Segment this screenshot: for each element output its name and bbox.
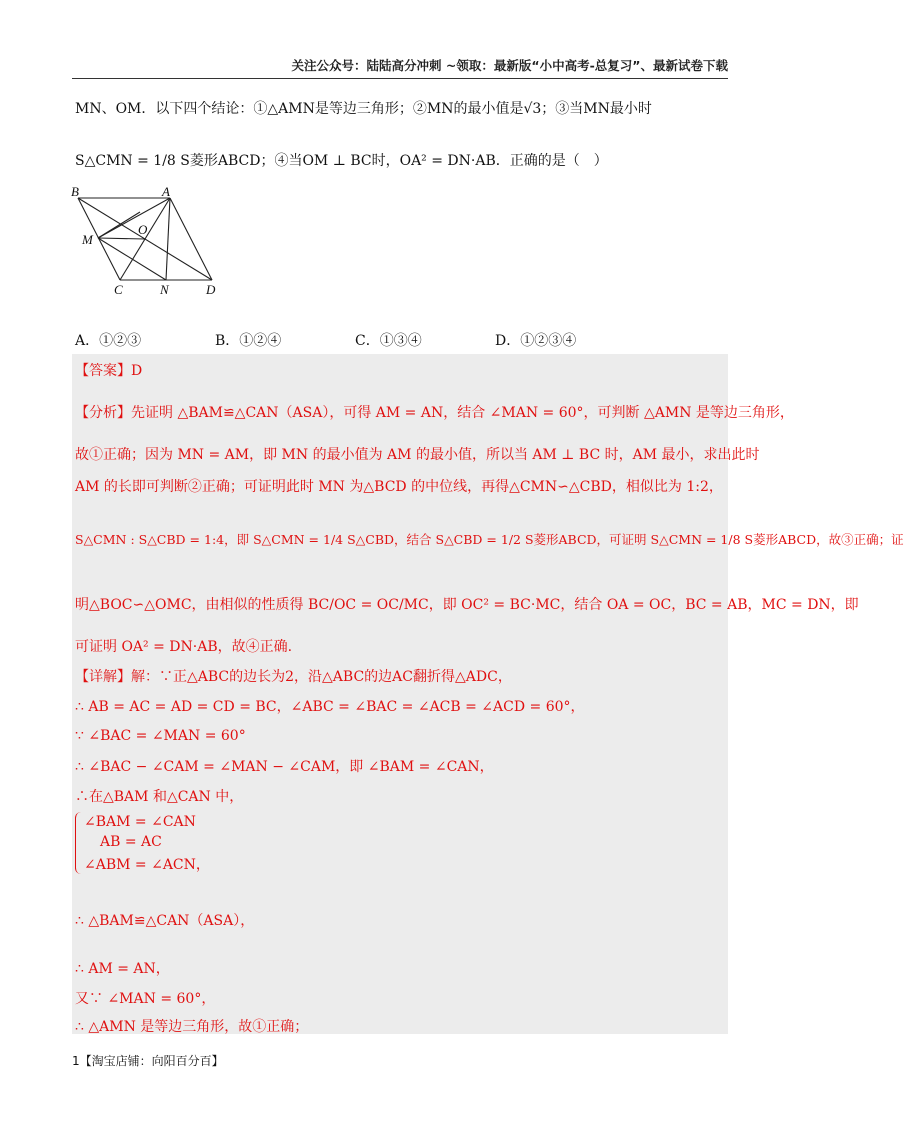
- detail-line-8: 又∵ ∠MAN = 60°，: [75, 991, 216, 1007]
- analysis-line-2: 故①正确；因为 MN = AM，即 MN 的最小值为 AM 的最小值，所以当 AM ⊥ BC 时，AM 最小，求出此时: [75, 447, 760, 463]
- detail-line-3: ∵ ∠BAC = ∠MAN = 60°: [75, 728, 246, 744]
- option-c: C．①③④: [355, 333, 422, 349]
- analysis-line-6: 可证明 OA² = DN·AB，故④正确.: [75, 639, 293, 655]
- label-C: C: [114, 282, 123, 297]
- label-N: N: [160, 282, 169, 297]
- analysis-line-1: 【分析】先证明 △BAM≌△CAN（ASA），可得 AM = AN，结合 ∠MAN = 60°，可判断 △AMN 是等边三角形，: [75, 405, 794, 421]
- analysis-line-4: S△CMN : S△CBD = 1:4，即 S△CMN = 1/4 S△CBD，结合 S△CBD = 1/2 S菱形ABCD，可证明 S△CMN = 1/8 S菱形ABCD，故③正确；证: [75, 532, 904, 547]
- label-M: M: [82, 232, 93, 247]
- rhombus-figure: [70, 184, 230, 298]
- answer-line: 【答案】D: [75, 363, 143, 379]
- label-O: O: [138, 222, 148, 237]
- page-footer: 1【淘宝店铺：向阳百分百】: [72, 1054, 224, 1068]
- analysis-line-3: AM 的长即可判断②正确；可证明此时 MN 为△BCD 的中位线，再得△CMN∽△CBD，相似比为 1:2，: [75, 479, 723, 495]
- detail-line-2: ∴ AB = AC = AD = CD = BC，∠ABC = ∠BAC = ∠ACB = ∠ACD = 60°，: [75, 699, 585, 715]
- option-a: A．①②③: [75, 333, 142, 349]
- detail-line-4: ∴ ∠BAC − ∠CAM = ∠MAN − ∠CAM，即 ∠BAM = ∠CAN，: [75, 759, 494, 775]
- detail-line-9: ∴ △AMN 是等边三角形，故①正确；: [75, 1019, 309, 1035]
- detail-line-7: ∴ AM = AN，: [75, 961, 170, 977]
- question-line-1: MN、OM．以下四个结论：①△AMN是等边三角形；②MN的最小值是√3；③当MN最小时: [75, 101, 652, 117]
- answer-options: [75, 330, 735, 350]
- system-line-1: ∠BAM = ∠CAN: [84, 814, 196, 830]
- system-line-2: AB = AC: [100, 834, 162, 850]
- analysis-line-5: 明△BOC∽△OMC，由相似的性质得 BC/OC = OC/MC，即 OC² = BC·MC，结合 OA = OC，BC = AB，MC = DN，即: [75, 597, 859, 613]
- label-D: D: [206, 282, 216, 297]
- label-B: B: [71, 184, 79, 199]
- option-b: B．①②④: [215, 333, 282, 349]
- question-line-2: S△CMN = 1/8 S菱形ABCD；④当OM ⊥ BC时，OA² = DN·AB．正确的是（ ）: [75, 153, 608, 169]
- page-header: 关注公众号：陆陆高分冲刺 ~领取：最新版“小中高考-总复习”、最新试卷下载: [72, 56, 728, 79]
- option-d: D．①②③④: [495, 333, 577, 349]
- detail-line-6: ∴ △BAM≌△CAN（ASA），: [75, 913, 255, 929]
- detail-line-5: ∴在△BAM 和△CAN 中，: [75, 789, 244, 805]
- system-line-3: ∠ABM = ∠ACN，: [84, 857, 210, 873]
- detail-line-1: 【详解】解：∵正△ABC的边长为2，沿△ABC的边AC翻折得△ADC，: [75, 669, 512, 685]
- label-A: A: [162, 184, 170, 199]
